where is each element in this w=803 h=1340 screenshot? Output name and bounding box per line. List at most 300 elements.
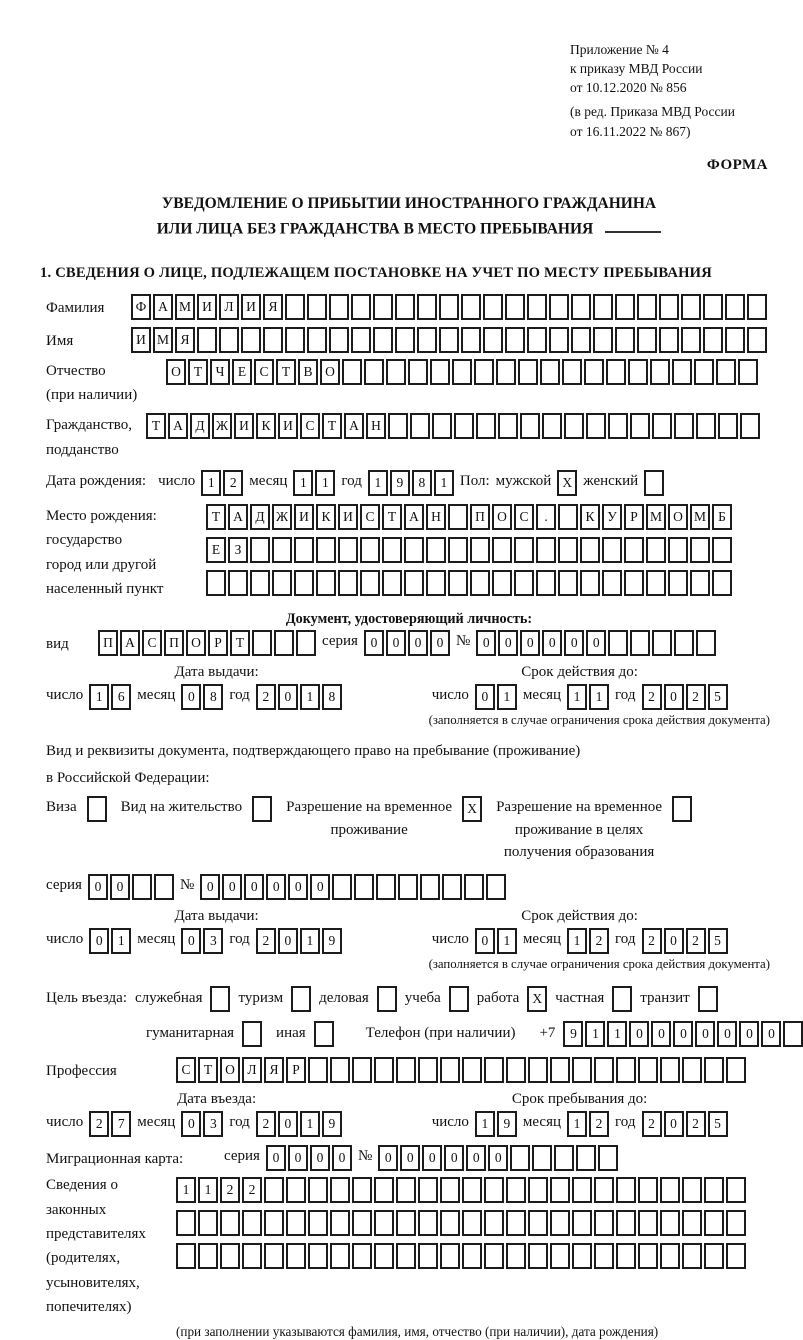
cell-box[interactable]: 0 bbox=[310, 874, 330, 900]
cell-box[interactable] bbox=[420, 874, 440, 900]
cell-box[interactable] bbox=[518, 359, 538, 385]
id-issue-year[interactable] bbox=[256, 684, 342, 710]
cell-box[interactable] bbox=[373, 327, 393, 353]
cell-box[interactable] bbox=[316, 570, 336, 596]
cell-box[interactable]: 0 bbox=[181, 928, 201, 954]
cell-box[interactable]: 1 bbox=[89, 684, 109, 710]
cell-box[interactable] bbox=[483, 327, 503, 353]
cell-box[interactable] bbox=[442, 874, 462, 900]
cell-box[interactable] bbox=[316, 537, 336, 563]
cell-box[interactable]: 1 bbox=[293, 470, 313, 496]
cell-box[interactable]: 0 bbox=[444, 1145, 464, 1171]
cell-box[interactable] bbox=[486, 874, 506, 900]
cell-box[interactable] bbox=[206, 570, 226, 596]
cell-box[interactable]: 2 bbox=[642, 684, 662, 710]
cell-box[interactable] bbox=[332, 874, 352, 900]
cell-box[interactable] bbox=[308, 1057, 328, 1083]
cell-box[interactable] bbox=[637, 327, 657, 353]
cell-box[interactable]: 0 bbox=[717, 1021, 737, 1047]
cell-box[interactable] bbox=[660, 1210, 680, 1236]
cell-box[interactable]: 0 bbox=[739, 1021, 759, 1047]
cell-box[interactable] bbox=[314, 1021, 334, 1047]
purpose-other-checkbox[interactable] bbox=[314, 1021, 334, 1047]
cell-box[interactable] bbox=[250, 537, 270, 563]
residence-expiry-day[interactable] bbox=[475, 928, 517, 954]
cell-box[interactable]: 0 bbox=[181, 1111, 201, 1137]
cell-box[interactable] bbox=[294, 570, 314, 596]
cell-box[interactable]: И bbox=[197, 294, 217, 320]
cell-box[interactable]: И bbox=[241, 294, 261, 320]
cell-box[interactable] bbox=[484, 1057, 504, 1083]
cell-box[interactable] bbox=[571, 294, 591, 320]
cell-box[interactable]: 0 bbox=[761, 1021, 781, 1047]
cell-box[interactable] bbox=[527, 294, 547, 320]
cell-box[interactable]: 2 bbox=[589, 928, 609, 954]
sex-female-checkbox[interactable] bbox=[644, 470, 664, 496]
cell-box[interactable]: О bbox=[320, 359, 340, 385]
cell-box[interactable]: 2 bbox=[256, 928, 276, 954]
cell-box[interactable]: X bbox=[462, 796, 482, 822]
cell-box[interactable] bbox=[461, 327, 481, 353]
cell-box[interactable]: 2 bbox=[242, 1177, 262, 1203]
cell-box[interactable] bbox=[580, 570, 600, 596]
cell-box[interactable] bbox=[496, 359, 516, 385]
cell-box[interactable] bbox=[550, 1243, 570, 1269]
cell-box[interactable] bbox=[624, 537, 644, 563]
cell-box[interactable] bbox=[704, 1210, 724, 1236]
cell-box[interactable]: 0 bbox=[332, 1145, 352, 1171]
cell-box[interactable] bbox=[712, 570, 732, 596]
cell-box[interactable] bbox=[615, 327, 635, 353]
birth-month-input[interactable] bbox=[293, 470, 335, 496]
cell-box[interactable]: 1 bbox=[300, 928, 320, 954]
cell-box[interactable] bbox=[484, 1243, 504, 1269]
cell-box[interactable] bbox=[704, 1243, 724, 1269]
cell-box[interactable] bbox=[550, 1057, 570, 1083]
cell-box[interactable]: 0 bbox=[629, 1021, 649, 1047]
cell-box[interactable]: 1 bbox=[497, 684, 517, 710]
purpose-official-checkbox[interactable] bbox=[210, 986, 230, 1012]
residence-permit-checkbox[interactable] bbox=[252, 796, 272, 822]
cell-box[interactable] bbox=[286, 1210, 306, 1236]
cell-box[interactable] bbox=[580, 537, 600, 563]
cell-box[interactable] bbox=[440, 1210, 460, 1236]
cell-box[interactable] bbox=[374, 1243, 394, 1269]
cell-box[interactable]: О bbox=[492, 504, 512, 530]
cell-box[interactable]: X bbox=[527, 986, 547, 1012]
birth-day-input[interactable] bbox=[201, 470, 243, 496]
cell-box[interactable] bbox=[602, 537, 622, 563]
cell-box[interactable]: 0 bbox=[278, 1111, 298, 1137]
cell-box[interactable] bbox=[616, 1210, 636, 1236]
cell-box[interactable] bbox=[462, 1177, 482, 1203]
cell-box[interactable] bbox=[630, 413, 650, 439]
cell-box[interactable]: 0 bbox=[110, 874, 130, 900]
residence-issue-day[interactable] bbox=[89, 928, 131, 954]
cell-box[interactable] bbox=[659, 327, 679, 353]
representatives-input-row2[interactable] bbox=[176, 1210, 746, 1236]
cell-box[interactable]: 1 bbox=[300, 684, 320, 710]
cell-box[interactable] bbox=[638, 1210, 658, 1236]
cell-box[interactable] bbox=[542, 413, 562, 439]
cell-box[interactable]: 9 bbox=[322, 928, 342, 954]
cell-box[interactable]: 0 bbox=[89, 928, 109, 954]
cell-box[interactable] bbox=[87, 796, 107, 822]
cell-box[interactable] bbox=[404, 537, 424, 563]
cell-box[interactable]: 0 bbox=[498, 630, 518, 656]
cell-box[interactable]: Р bbox=[624, 504, 644, 530]
cell-box[interactable] bbox=[576, 1145, 596, 1171]
cell-box[interactable]: К bbox=[580, 504, 600, 530]
cell-box[interactable]: 9 bbox=[322, 1111, 342, 1137]
cell-box[interactable] bbox=[462, 1243, 482, 1269]
cell-box[interactable] bbox=[352, 1057, 372, 1083]
cell-box[interactable] bbox=[747, 294, 767, 320]
cell-box[interactable] bbox=[704, 1177, 724, 1203]
cell-box[interactable]: М bbox=[175, 294, 195, 320]
cell-box[interactable]: 0 bbox=[476, 630, 496, 656]
cell-box[interactable]: 0 bbox=[266, 874, 286, 900]
cell-box[interactable]: 0 bbox=[466, 1145, 486, 1171]
cell-box[interactable]: 0 bbox=[266, 1145, 286, 1171]
cell-box[interactable]: 2 bbox=[256, 1111, 276, 1137]
cell-box[interactable]: 0 bbox=[200, 874, 220, 900]
purpose-study-checkbox[interactable] bbox=[449, 986, 469, 1012]
cell-box[interactable] bbox=[652, 630, 672, 656]
cell-box[interactable]: 0 bbox=[664, 1111, 684, 1137]
cell-box[interactable] bbox=[242, 1210, 262, 1236]
cell-box[interactable]: Р bbox=[286, 1057, 306, 1083]
cell-box[interactable] bbox=[264, 1177, 284, 1203]
cell-box[interactable] bbox=[220, 1243, 240, 1269]
cell-box[interactable]: 0 bbox=[400, 1145, 420, 1171]
cell-box[interactable] bbox=[449, 986, 469, 1012]
cell-box[interactable]: 8 bbox=[412, 470, 432, 496]
residence-expiry-month[interactable] bbox=[567, 928, 609, 954]
cell-box[interactable] bbox=[374, 1057, 394, 1083]
cell-box[interactable] bbox=[540, 359, 560, 385]
cell-box[interactable]: А bbox=[153, 294, 173, 320]
cell-box[interactable]: 2 bbox=[89, 1111, 109, 1137]
cell-box[interactable]: 0 bbox=[378, 1145, 398, 1171]
cell-box[interactable] bbox=[593, 327, 613, 353]
cell-box[interactable] bbox=[454, 413, 474, 439]
cell-box[interactable]: 5 bbox=[708, 684, 728, 710]
cell-box[interactable] bbox=[586, 413, 606, 439]
cell-box[interactable] bbox=[241, 327, 261, 353]
cell-box[interactable]: П bbox=[98, 630, 118, 656]
cell-box[interactable] bbox=[572, 1177, 592, 1203]
cell-box[interactable] bbox=[492, 570, 512, 596]
cell-box[interactable]: 0 bbox=[673, 1021, 693, 1047]
cell-box[interactable] bbox=[417, 327, 437, 353]
migration-number-input[interactable] bbox=[378, 1145, 618, 1171]
cell-box[interactable] bbox=[506, 1177, 526, 1203]
cell-box[interactable]: С bbox=[142, 630, 162, 656]
cell-box[interactable] bbox=[718, 413, 738, 439]
cell-box[interactable] bbox=[418, 1210, 438, 1236]
cell-box[interactable]: 0 bbox=[364, 630, 384, 656]
cell-box[interactable] bbox=[616, 1177, 636, 1203]
phone-input[interactable] bbox=[563, 1021, 803, 1047]
cell-box[interactable] bbox=[650, 359, 670, 385]
cell-box[interactable]: Д bbox=[250, 504, 270, 530]
cell-box[interactable] bbox=[470, 570, 490, 596]
cell-box[interactable] bbox=[506, 1057, 526, 1083]
cell-box[interactable]: 1 bbox=[567, 684, 587, 710]
cell-box[interactable] bbox=[264, 1210, 284, 1236]
cell-box[interactable] bbox=[681, 294, 701, 320]
cell-box[interactable]: 1 bbox=[300, 1111, 320, 1137]
cell-box[interactable]: 1 bbox=[475, 1111, 495, 1137]
cell-box[interactable] bbox=[448, 570, 468, 596]
cell-box[interactable] bbox=[285, 327, 305, 353]
cell-box[interactable] bbox=[308, 1243, 328, 1269]
cell-box[interactable] bbox=[439, 294, 459, 320]
cell-box[interactable]: Т bbox=[322, 413, 342, 439]
id-doc-series-input[interactable] bbox=[364, 630, 450, 656]
cell-box[interactable] bbox=[483, 294, 503, 320]
cell-box[interactable] bbox=[615, 294, 635, 320]
cell-box[interactable] bbox=[549, 294, 569, 320]
cell-box[interactable] bbox=[308, 1210, 328, 1236]
citizenship-input[interactable] bbox=[146, 413, 760, 439]
cell-box[interactable] bbox=[696, 413, 716, 439]
cell-box[interactable]: 2 bbox=[642, 1111, 662, 1137]
cell-box[interactable] bbox=[398, 874, 418, 900]
cell-box[interactable] bbox=[219, 327, 239, 353]
id-expiry-year[interactable] bbox=[642, 684, 728, 710]
cell-box[interactable]: Т bbox=[188, 359, 208, 385]
cell-box[interactable] bbox=[404, 570, 424, 596]
cell-box[interactable]: 0 bbox=[542, 630, 562, 656]
purpose-humanitarian-checkbox[interactable] bbox=[242, 1021, 262, 1047]
birth-year-input[interactable] bbox=[368, 470, 454, 496]
cell-box[interactable] bbox=[417, 294, 437, 320]
cell-box[interactable] bbox=[354, 874, 374, 900]
cell-box[interactable]: 1 bbox=[567, 928, 587, 954]
cell-box[interactable] bbox=[252, 796, 272, 822]
cell-box[interactable] bbox=[606, 359, 626, 385]
cell-box[interactable]: 0 bbox=[288, 874, 308, 900]
cell-box[interactable]: Е bbox=[206, 537, 226, 563]
cell-box[interactable]: Н bbox=[426, 504, 446, 530]
cell-box[interactable]: 5 bbox=[708, 1111, 728, 1137]
cell-box[interactable] bbox=[514, 537, 534, 563]
cell-box[interactable] bbox=[395, 327, 415, 353]
cell-box[interactable] bbox=[351, 294, 371, 320]
cell-box[interactable] bbox=[660, 1057, 680, 1083]
cell-box[interactable] bbox=[364, 359, 384, 385]
cell-box[interactable] bbox=[747, 327, 767, 353]
cell-box[interactable] bbox=[330, 1210, 350, 1236]
cell-box[interactable] bbox=[330, 1243, 350, 1269]
cell-box[interactable]: Т bbox=[382, 504, 402, 530]
cell-box[interactable]: Ж bbox=[272, 504, 292, 530]
cell-box[interactable] bbox=[682, 1210, 702, 1236]
cell-box[interactable]: 0 bbox=[386, 630, 406, 656]
cell-box[interactable] bbox=[432, 413, 452, 439]
cell-box[interactable] bbox=[382, 570, 402, 596]
cell-box[interactable] bbox=[132, 874, 152, 900]
cell-box[interactable]: И bbox=[234, 413, 254, 439]
cell-box[interactable] bbox=[726, 1243, 746, 1269]
cell-box[interactable]: Т bbox=[206, 504, 226, 530]
cell-box[interactable]: Л bbox=[219, 294, 239, 320]
cell-box[interactable]: П bbox=[164, 630, 184, 656]
cell-box[interactable]: 0 bbox=[664, 684, 684, 710]
cell-box[interactable] bbox=[593, 294, 613, 320]
birth-place-input-row1[interactable] bbox=[206, 504, 732, 530]
cell-box[interactable] bbox=[476, 413, 496, 439]
cell-box[interactable]: 0 bbox=[288, 1145, 308, 1171]
cell-box[interactable] bbox=[704, 1057, 724, 1083]
cell-box[interactable] bbox=[396, 1210, 416, 1236]
cell-box[interactable] bbox=[594, 1057, 614, 1083]
cell-box[interactable]: 2 bbox=[686, 1111, 706, 1137]
cell-box[interactable]: И bbox=[278, 413, 298, 439]
cell-box[interactable] bbox=[572, 1057, 592, 1083]
cell-box[interactable] bbox=[329, 294, 349, 320]
cell-box[interactable] bbox=[176, 1210, 196, 1236]
id-issue-day[interactable] bbox=[89, 684, 131, 710]
cell-box[interactable] bbox=[464, 874, 484, 900]
cell-box[interactable]: Б bbox=[712, 504, 732, 530]
cell-box[interactable] bbox=[726, 1210, 746, 1236]
cell-box[interactable] bbox=[210, 986, 230, 1012]
residence-expiry-year[interactable] bbox=[642, 928, 728, 954]
cell-box[interactable] bbox=[418, 1057, 438, 1083]
cell-box[interactable] bbox=[272, 537, 292, 563]
entry-day[interactable] bbox=[89, 1111, 131, 1137]
cell-box[interactable]: Я bbox=[263, 294, 283, 320]
cell-box[interactable] bbox=[484, 1210, 504, 1236]
cell-box[interactable] bbox=[783, 1021, 803, 1047]
cell-box[interactable]: Т bbox=[276, 359, 296, 385]
cell-box[interactable] bbox=[624, 570, 644, 596]
stay-year[interactable] bbox=[642, 1111, 728, 1137]
cell-box[interactable] bbox=[740, 413, 760, 439]
cell-box[interactable]: А bbox=[344, 413, 364, 439]
cell-box[interactable] bbox=[263, 327, 283, 353]
cell-box[interactable] bbox=[528, 1057, 548, 1083]
cell-box[interactable] bbox=[396, 1057, 416, 1083]
cell-box[interactable]: М bbox=[690, 504, 710, 530]
cell-box[interactable] bbox=[338, 570, 358, 596]
cell-box[interactable] bbox=[703, 327, 723, 353]
cell-box[interactable]: 1 bbox=[585, 1021, 605, 1047]
cell-box[interactable]: 0 bbox=[408, 630, 428, 656]
cell-box[interactable] bbox=[291, 986, 311, 1012]
cell-box[interactable]: 2 bbox=[220, 1177, 240, 1203]
cell-box[interactable]: 0 bbox=[88, 874, 108, 900]
cell-box[interactable]: 1 bbox=[198, 1177, 218, 1203]
entry-year[interactable] bbox=[256, 1111, 342, 1137]
cell-box[interactable]: 1 bbox=[607, 1021, 627, 1047]
cell-box[interactable] bbox=[242, 1021, 262, 1047]
cell-box[interactable] bbox=[738, 359, 758, 385]
cell-box[interactable] bbox=[352, 1210, 372, 1236]
cell-box[interactable] bbox=[506, 1210, 526, 1236]
cell-box[interactable] bbox=[716, 359, 736, 385]
cell-box[interactable] bbox=[352, 1243, 372, 1269]
cell-box[interactable]: 3 bbox=[203, 928, 223, 954]
cell-box[interactable]: М bbox=[153, 327, 173, 353]
cell-box[interactable] bbox=[274, 630, 294, 656]
cell-box[interactable] bbox=[520, 413, 540, 439]
cell-box[interactable]: Л bbox=[242, 1057, 262, 1083]
cell-box[interactable]: А bbox=[120, 630, 140, 656]
cell-box[interactable] bbox=[660, 1243, 680, 1269]
cell-box[interactable]: 0 bbox=[488, 1145, 508, 1171]
cell-box[interactable] bbox=[286, 1243, 306, 1269]
cell-box[interactable] bbox=[374, 1177, 394, 1203]
cell-box[interactable] bbox=[439, 327, 459, 353]
cell-box[interactable] bbox=[703, 294, 723, 320]
cell-box[interactable] bbox=[674, 630, 694, 656]
cell-box[interactable]: К bbox=[256, 413, 276, 439]
cell-box[interactable] bbox=[342, 359, 362, 385]
cell-box[interactable] bbox=[176, 1243, 196, 1269]
cell-box[interactable] bbox=[608, 413, 628, 439]
cell-box[interactable] bbox=[638, 1243, 658, 1269]
cell-box[interactable] bbox=[386, 359, 406, 385]
cell-box[interactable]: 9 bbox=[497, 1111, 517, 1137]
id-expiry-month[interactable] bbox=[567, 684, 609, 710]
cell-box[interactable]: Е bbox=[232, 359, 252, 385]
residence-series-input[interactable] bbox=[88, 874, 174, 900]
cell-box[interactable] bbox=[682, 1057, 702, 1083]
cell-box[interactable]: 2 bbox=[256, 684, 276, 710]
cell-box[interactable]: О bbox=[166, 359, 186, 385]
cell-box[interactable] bbox=[272, 570, 292, 596]
cell-box[interactable] bbox=[408, 359, 428, 385]
purpose-transit-checkbox[interactable] bbox=[698, 986, 718, 1012]
cell-box[interactable] bbox=[726, 1057, 746, 1083]
id-doc-type-input[interactable] bbox=[98, 630, 316, 656]
cell-box[interactable]: 1 bbox=[315, 470, 335, 496]
temp-residence-checkbox[interactable] bbox=[462, 796, 482, 822]
cell-box[interactable]: 1 bbox=[497, 928, 517, 954]
cell-box[interactable] bbox=[395, 294, 415, 320]
cell-box[interactable] bbox=[308, 1177, 328, 1203]
cell-box[interactable]: 1 bbox=[434, 470, 454, 496]
cell-box[interactable]: И bbox=[338, 504, 358, 530]
purpose-tourism-checkbox[interactable] bbox=[291, 986, 311, 1012]
cell-box[interactable] bbox=[690, 570, 710, 596]
cell-box[interactable] bbox=[638, 1177, 658, 1203]
cell-box[interactable]: Я bbox=[264, 1057, 284, 1083]
cell-box[interactable]: Д bbox=[190, 413, 210, 439]
cell-box[interactable] bbox=[558, 570, 578, 596]
cell-box[interactable]: 0 bbox=[278, 684, 298, 710]
cell-box[interactable] bbox=[536, 537, 556, 563]
cell-box[interactable]: 0 bbox=[664, 928, 684, 954]
cell-box[interactable] bbox=[462, 1210, 482, 1236]
cell-box[interactable] bbox=[505, 294, 525, 320]
residence-number-input[interactable] bbox=[200, 874, 506, 900]
cell-box[interactable] bbox=[474, 359, 494, 385]
cell-box[interactable] bbox=[616, 1057, 636, 1083]
cell-box[interactable] bbox=[558, 504, 578, 530]
cell-box[interactable] bbox=[536, 570, 556, 596]
cell-box[interactable]: 9 bbox=[390, 470, 410, 496]
cell-box[interactable]: Ч bbox=[210, 359, 230, 385]
cell-box[interactable]: 6 bbox=[111, 684, 131, 710]
entry-month[interactable] bbox=[181, 1111, 223, 1137]
cell-box[interactable] bbox=[564, 413, 584, 439]
cell-box[interactable] bbox=[532, 1145, 552, 1171]
